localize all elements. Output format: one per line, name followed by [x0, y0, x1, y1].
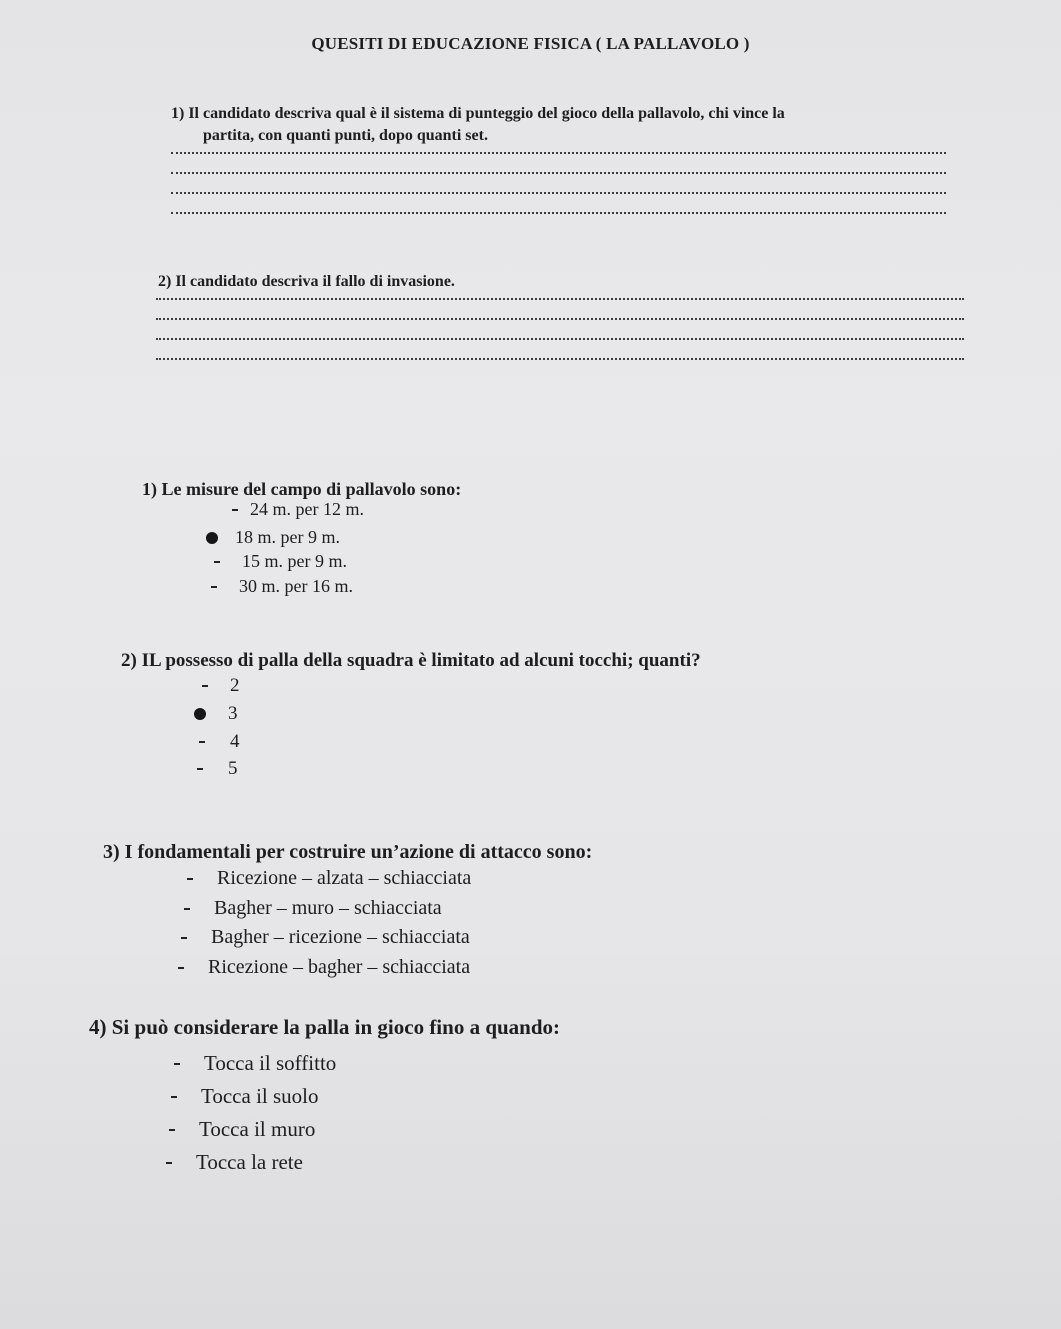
dash-marker	[181, 937, 187, 939]
mc1-option-2-label: 18 m. per 9 m.	[235, 527, 340, 547]
answer-line[interactable]	[156, 338, 964, 340]
mc-question-1-text: Le misure del campo di pallavolo sono:	[161, 479, 462, 499]
answer-lines-2[interactable]	[156, 298, 964, 378]
mc4-option-4[interactable]	[160, 1150, 303, 1175]
dash-marker	[166, 1162, 172, 1164]
mc1-option-2[interactable]	[203, 527, 340, 548]
open-question-1-text-line2: partita, con quanti punti, dopo quanti set.	[203, 127, 488, 144]
open-question-1-line2	[203, 126, 943, 146]
dash-marker	[197, 768, 203, 770]
dash-marker	[211, 586, 217, 588]
mc3-option-4[interactable]	[172, 956, 470, 979]
selected-bullet-icon	[194, 708, 206, 720]
dash-marker	[171, 1096, 177, 1098]
page-title: QUESITI DI EDUCAZIONE FISICA ( LA PALLAVOLO )	[311, 34, 750, 53]
open-question-1-number: 1)	[171, 105, 185, 122]
dash-marker	[202, 685, 208, 687]
answer-line[interactable]	[171, 152, 946, 154]
mc1-option-4[interactable]	[205, 576, 353, 597]
dash-marker	[169, 1129, 175, 1131]
mc2-option-3[interactable]	[193, 731, 240, 753]
mc4-option-4-label: Tocca la rete	[196, 1150, 303, 1174]
mc-question-3	[103, 840, 592, 864]
open-question-2-text: Il candidato descriva il fallo di invasione.	[175, 273, 455, 290]
mc3-option-2-label: Bagher – muro – schiacciata	[214, 897, 442, 919]
mc4-option-2[interactable]	[165, 1084, 319, 1109]
mc1-option-3-label: 15 m. per 9 m.	[242, 551, 347, 571]
open-question-1-text-line1: Il candidato descriva qual è il sistema di punteggio del gioco della pallavolo, chi vince la	[188, 105, 785, 122]
mc3-option-3[interactable]	[175, 926, 470, 949]
mc-question-4-text: Si può considerare la palla in gioco fino a quando:	[111, 1015, 561, 1039]
mc4-option-2-label: Tocca il suolo	[201, 1084, 319, 1108]
mc-question-2-text: IL possesso di palla della squadra è limitato ad alcuni tocchi; quanti?	[141, 650, 701, 671]
mc4-option-1[interactable]	[168, 1051, 336, 1076]
answer-line[interactable]	[156, 318, 964, 320]
answer-lines-1[interactable]	[171, 152, 946, 232]
answer-line[interactable]	[156, 358, 964, 360]
mc-question-2-number: 2)	[121, 650, 137, 671]
dash-marker	[199, 741, 205, 743]
dash-marker	[232, 509, 238, 511]
answer-line[interactable]	[156, 298, 964, 300]
mc2-option-4-label: 5	[228, 758, 238, 779]
dash-marker	[187, 878, 193, 880]
mc2-option-3-label: 4	[230, 731, 240, 752]
mc4-option-1-label: Tocca il soffitto	[204, 1051, 337, 1075]
mc2-option-1-label: 2	[230, 675, 240, 696]
mc2-option-1[interactable]	[196, 675, 240, 697]
mc-question-4	[89, 1015, 560, 1039]
answer-line[interactable]	[171, 212, 946, 214]
mc-question-3-text: I fondamentali per costruire un’azione di attacco sono:	[124, 841, 593, 863]
answer-line[interactable]	[171, 192, 946, 194]
mc3-option-1-label: Ricezione – alzata – schiacciata	[217, 867, 472, 889]
mc4-option-3[interactable]	[163, 1117, 315, 1142]
mc3-option-1[interactable]	[181, 867, 471, 890]
mc2-option-2-label: 3	[228, 703, 238, 724]
mc-question-3-number: 3)	[103, 841, 120, 863]
mc1-option-3[interactable]	[208, 551, 347, 572]
mc1-option-1-label: 24 m. per 12 m.	[250, 499, 364, 519]
open-question-1	[171, 104, 951, 124]
mc-question-4-number: 4)	[89, 1015, 107, 1039]
mc-question-2	[121, 649, 701, 673]
open-question-2	[158, 272, 918, 292]
mc-question-1-number: 1)	[142, 479, 157, 499]
mc3-option-4-label: Ricezione – bagher – schiacciata	[208, 956, 471, 978]
mc3-option-2[interactable]	[178, 897, 442, 920]
mc-question-1	[142, 477, 461, 501]
dash-marker	[178, 967, 184, 969]
dash-marker	[214, 561, 220, 563]
mc3-option-3-label: Bagher – ricezione – schiacciata	[211, 926, 470, 948]
mc2-option-4[interactable]	[191, 758, 238, 780]
dash-marker	[174, 1063, 180, 1065]
mc1-option-1[interactable]	[226, 499, 364, 520]
open-question-2-number: 2)	[158, 273, 172, 290]
dash-marker	[184, 908, 190, 910]
mc2-option-2[interactable]	[191, 703, 238, 725]
mc4-option-3-label: Tocca il muro	[199, 1117, 316, 1141]
mc1-option-4-label: 30 m. per 16 m.	[239, 576, 353, 596]
selected-bullet-icon	[206, 532, 218, 544]
answer-line[interactable]	[171, 172, 946, 174]
